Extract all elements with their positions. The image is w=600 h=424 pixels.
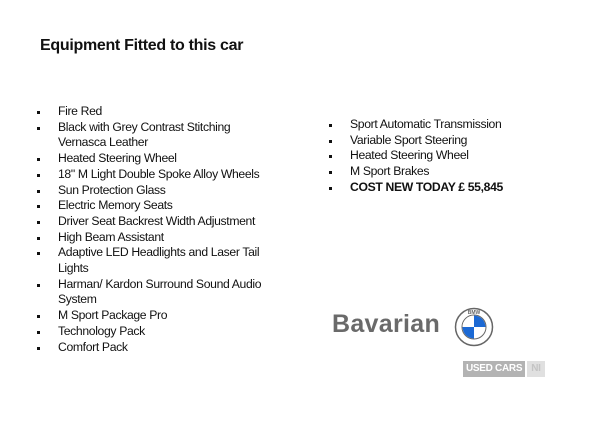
list-item: High Beam Assistant — [38, 230, 278, 246]
list-item: M Sport Brakes — [330, 164, 570, 180]
used-cars-badge — [463, 361, 545, 377]
dealer-logo-text: Bavarian — [332, 310, 441, 338]
list-item: Adaptive LED Headlights and Laser Tail Lights — [38, 245, 278, 276]
cost-new-today: COST NEW TODAY £ 55,845 — [330, 180, 570, 196]
region-label: NI — [527, 361, 544, 377]
list-item: 18" M Light Double Spoke Alloy Wheels — [38, 167, 278, 183]
page-title: Equipment Fitted to this car — [40, 37, 244, 54]
list-item: Heated Steering Wheel — [330, 148, 570, 164]
list-item: Sport Automatic Transmission — [330, 117, 570, 133]
list-item: Sun Protection Glass — [38, 183, 278, 199]
list-item: Black with Grey Contrast Stitching Vernasca Leather — [38, 120, 278, 151]
list-item: Variable Sport Steering — [330, 133, 570, 149]
list-item: Technology Pack — [38, 324, 278, 340]
list-item: Harman/ Kardon Surround Sound Audio System — [38, 277, 278, 308]
bmw-roundel-icon — [454, 307, 494, 347]
equipment-list-left — [38, 104, 278, 355]
list-item: Driver Seat Backrest Width Adjustment — [38, 214, 278, 230]
roundel-text: BMW — [467, 310, 481, 316]
list-item: Electric Memory Seats — [38, 198, 278, 214]
list-item: Heated Steering Wheel — [38, 151, 278, 167]
list-item: Fire Red — [38, 104, 278, 120]
used-cars-label: USED CARS — [463, 361, 525, 377]
list-item: Comfort Pack — [38, 340, 278, 356]
list-item: M Sport Package Pro — [38, 308, 278, 324]
equipment-list-right — [330, 117, 570, 196]
